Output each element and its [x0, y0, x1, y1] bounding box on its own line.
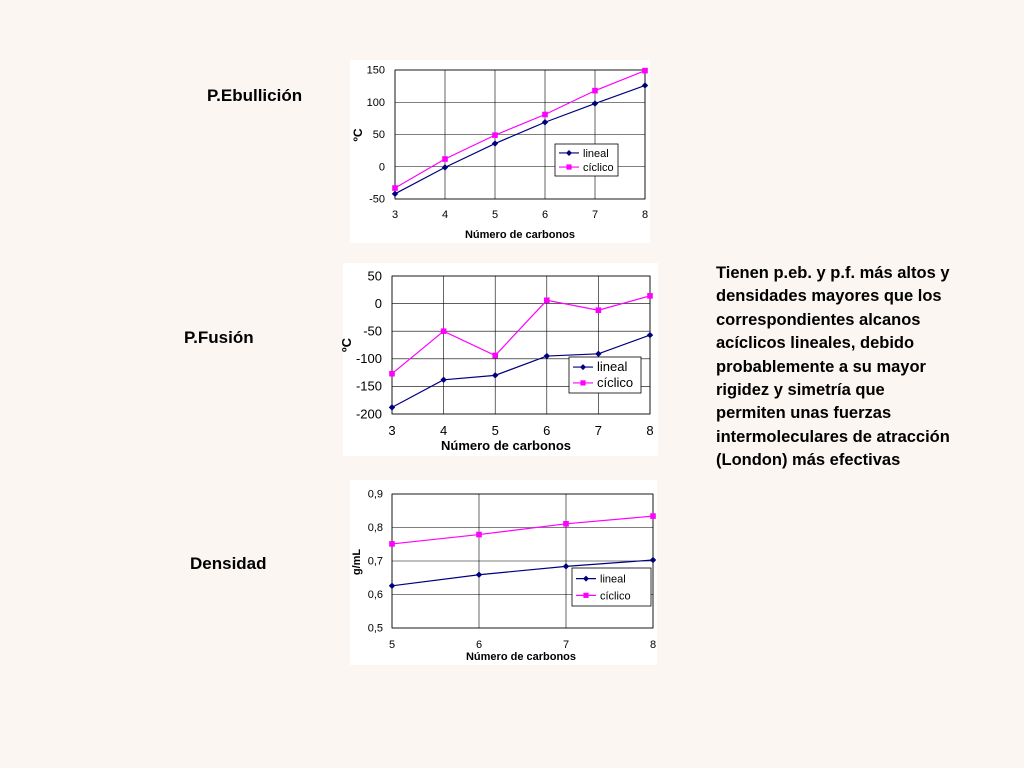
x-tick-label: 8: [641, 209, 649, 221]
x-tick-label: 6: [541, 209, 549, 221]
label-fusion: P.Fusión: [184, 328, 254, 347]
chart-densidad-svg: [350, 480, 657, 665]
data-point-lineal: [542, 119, 548, 125]
data-point-ciclico: [542, 112, 548, 118]
y-tick-label: 0: [374, 295, 382, 311]
x-tick-label: 5: [491, 209, 499, 221]
y-tick-label: 100: [366, 96, 385, 109]
legend-label: cíclico: [583, 162, 614, 175]
legend-marker-ciclico: [566, 164, 571, 169]
x-tick-label: 5: [491, 423, 499, 438]
description-line: probablemente a su mayor: [716, 357, 926, 376]
legend-marker-ciclico: [583, 593, 588, 598]
y-tick-label: 0,6: [367, 589, 383, 602]
x-tick-label: 6: [475, 639, 483, 651]
data-point-lineal: [389, 404, 395, 410]
chart-densidad: [350, 480, 657, 665]
data-point-ciclico: [544, 297, 550, 303]
label-ebullicion: P.Ebullición: [207, 86, 303, 105]
data-point-lineal: [392, 191, 398, 197]
data-point-lineal: [595, 351, 601, 357]
data-point-ciclico: [592, 88, 598, 94]
legend-label: lineal: [600, 573, 626, 586]
data-point-lineal: [492, 372, 498, 378]
series-line-ciclico: [392, 516, 653, 544]
y-tick-label: -150: [355, 378, 382, 394]
data-point-ciclico: [563, 521, 569, 527]
x-tick-label: 7: [591, 209, 599, 221]
data-point-ciclico: [389, 371, 395, 377]
x-axis-label: Número de carbonos: [465, 651, 577, 663]
legend-label: cíclico: [597, 374, 634, 390]
description-line: densidades mayores que los: [716, 287, 942, 306]
x-tick-label: 8: [646, 423, 654, 438]
chart-fusion-svg: [339, 263, 658, 456]
x-tick-label: 3: [388, 423, 396, 438]
legend-label: lineal: [597, 359, 628, 375]
x-tick-label: 5: [388, 639, 396, 651]
data-point-lineal: [647, 332, 653, 338]
x-tick-label: 4: [439, 423, 448, 438]
data-point-ciclico: [642, 68, 648, 74]
data-point-ciclico: [442, 156, 448, 162]
y-tick-label: 50: [367, 268, 382, 284]
legend-label: cíclico: [600, 590, 631, 603]
description-line: intermoleculares de atracción: [716, 427, 950, 446]
chart-ebullicion: [350, 60, 650, 243]
y-axis-label: g/mL: [351, 548, 363, 576]
y-tick-label: 0,9: [367, 488, 383, 501]
data-point-ciclico: [596, 307, 602, 313]
y-tick-label: 150: [366, 64, 385, 77]
description-line: permiten unas fuerzas: [716, 404, 892, 423]
data-point-ciclico: [647, 293, 653, 299]
data-point-lineal: [476, 572, 482, 578]
series-line-lineal: [395, 85, 645, 193]
description-line: rigidez y simetría que: [716, 381, 885, 400]
chart-fusion: [339, 263, 658, 456]
data-point-lineal: [440, 377, 446, 383]
data-point-ciclico: [492, 132, 498, 138]
description-text: [716, 262, 978, 473]
data-point-ciclico: [476, 532, 482, 538]
y-tick-label: -50: [369, 193, 385, 206]
y-tick-label: 0: [378, 161, 385, 174]
data-point-lineal: [563, 563, 569, 569]
y-tick-label: -100: [355, 351, 382, 367]
data-point-lineal: [492, 140, 498, 146]
data-point-lineal: [442, 164, 448, 170]
data-point-ciclico: [389, 541, 395, 547]
y-axis-label: ºC: [351, 128, 365, 142]
y-axis-label: ºC: [339, 337, 354, 353]
description-line: (London) más efectivas: [716, 451, 901, 470]
y-tick-label: 50: [372, 129, 385, 142]
legend-label: lineal: [583, 147, 609, 160]
label-densidad: Densidad: [190, 554, 267, 573]
description-line: Tienen p.eb. y p.f. más altos y: [716, 264, 950, 282]
data-point-lineal: [592, 100, 598, 106]
x-axis-label: Número de carbonos: [464, 229, 576, 241]
legend-marker-ciclico: [580, 380, 585, 385]
x-tick-label: 3: [391, 209, 399, 221]
data-point-ciclico: [392, 185, 398, 191]
data-point-ciclico: [492, 353, 498, 359]
x-axis-label: Número de carbonos: [440, 438, 572, 453]
data-point-lineal: [544, 353, 550, 359]
x-tick-label: 7: [594, 423, 603, 438]
y-tick-label: 0,5: [367, 622, 383, 635]
y-tick-label: 0,7: [367, 555, 383, 568]
description-line: correspondientes alcanos: [716, 310, 921, 329]
x-tick-label: 6: [543, 423, 551, 438]
y-tick-label: -200: [355, 406, 382, 422]
y-tick-label: -50: [363, 323, 382, 339]
x-tick-label: 4: [441, 209, 449, 221]
x-tick-label: 8: [649, 639, 657, 651]
y-tick-label: 0,8: [367, 522, 383, 535]
chart-ebullicion-svg: [350, 60, 650, 243]
data-point-ciclico: [441, 328, 447, 334]
description-line: acíclicos lineales, debido: [716, 334, 915, 353]
data-point-lineal: [642, 82, 648, 88]
data-point-lineal: [389, 583, 395, 589]
data-point-ciclico: [650, 513, 656, 519]
x-tick-label: 7: [562, 639, 570, 651]
data-point-lineal: [650, 557, 656, 563]
